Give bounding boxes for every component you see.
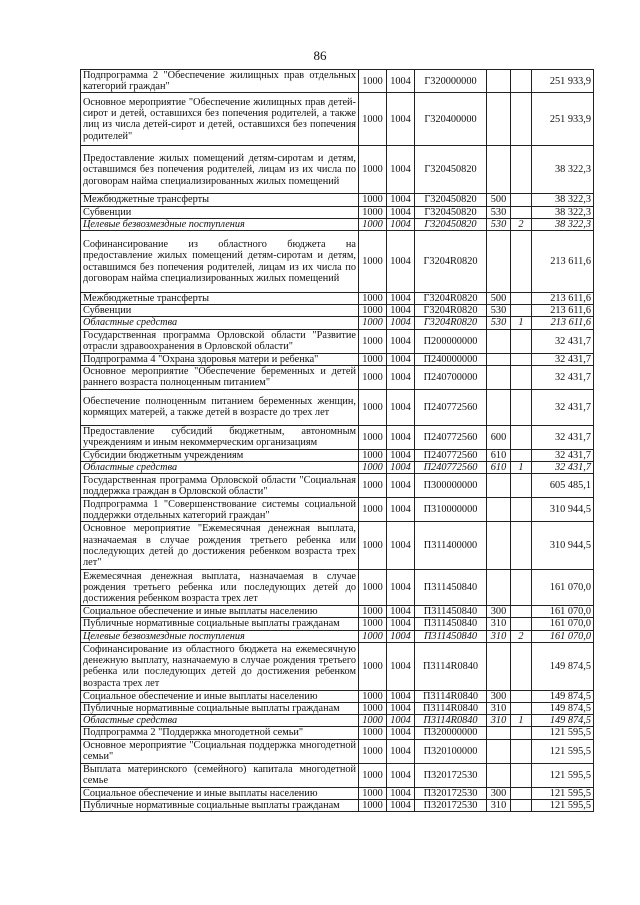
expense-type-cell: 310: [487, 618, 511, 630]
row-name-cell: Основное мероприятие "Обеспечение беременных и детей раннего возраста полноценным питанием": [81, 365, 359, 389]
table-row: [81, 218, 594, 230]
expense-type-cell: [487, 231, 511, 293]
amount-cell: 213 611,6: [532, 293, 594, 305]
section-code-cell: 1000: [359, 194, 387, 206]
funding-source-cell: [511, 93, 532, 146]
target-article-cell: П320000000: [415, 727, 487, 739]
expense-type-cell: [487, 329, 511, 353]
table-row: [81, 642, 594, 690]
section-code-cell: 1000: [359, 93, 387, 146]
subsection-code-cell: 1004: [387, 630, 415, 642]
section-code-cell: 1000: [359, 799, 387, 811]
subsection-code-cell: 1004: [387, 787, 415, 799]
table-row: [81, 231, 594, 293]
target-article-cell: П310000000: [415, 498, 487, 522]
amount-cell: 251 933,9: [532, 93, 594, 146]
table-row: [81, 727, 594, 739]
row-name-cell: Областные средства: [81, 317, 359, 329]
amount-cell: 213 611,6: [532, 305, 594, 317]
funding-source-cell: [511, 763, 532, 787]
expense-type-cell: 310: [487, 703, 511, 715]
expense-type-cell: 300: [487, 787, 511, 799]
amount-cell: 121 595,5: [532, 727, 594, 739]
table-row: [81, 70, 594, 93]
funding-source-cell: 2: [511, 630, 532, 642]
section-code-cell: 1000: [359, 449, 387, 461]
target-article-cell: П300000000: [415, 474, 487, 498]
target-article-cell: П240772560: [415, 449, 487, 461]
target-article-cell: П311450840: [415, 618, 487, 630]
section-code-cell: 1000: [359, 317, 387, 329]
amount-cell: 121 595,5: [532, 739, 594, 763]
target-article-cell: П320100000: [415, 739, 487, 763]
amount-cell: 310 944,5: [532, 522, 594, 570]
subsection-code-cell: 1004: [387, 498, 415, 522]
expense-type-cell: [487, 763, 511, 787]
expense-type-cell: [487, 474, 511, 498]
target-article-cell: П3114R0840: [415, 715, 487, 727]
section-code-cell: 1000: [359, 787, 387, 799]
funding-source-cell: [511, 727, 532, 739]
amount-cell: 161 070,0: [532, 606, 594, 618]
expense-type-cell: 530: [487, 218, 511, 230]
expense-type-cell: [487, 642, 511, 690]
amount-cell: 149 874,5: [532, 715, 594, 727]
row-name-cell: Софинансирование из областного бюджета на предоставление жилых помещений детям-сиротам и детям, оставшимся без попечения родителей, лицам из их числа по договорам найма специализированных жилых помещений: [81, 231, 359, 293]
expense-type-cell: [487, 739, 511, 763]
row-name-cell: Субсидии бюджетным учреждениям: [81, 449, 359, 461]
expense-type-cell: [487, 522, 511, 570]
table-row: [81, 715, 594, 727]
funding-source-cell: [511, 329, 532, 353]
row-name-cell: Подпрограмма 1 "Совершенствование системы социальной поддержки отдельных категорий граждан": [81, 498, 359, 522]
subsection-code-cell: 1004: [387, 194, 415, 206]
row-name-cell: Публичные нормативные социальные выплаты гражданам: [81, 799, 359, 811]
row-name-cell: Публичные нормативные социальные выплаты гражданам: [81, 618, 359, 630]
table-row: [81, 498, 594, 522]
expense-type-cell: 610: [487, 462, 511, 474]
amount-cell: 605 485,1: [532, 474, 594, 498]
subsection-code-cell: 1004: [387, 206, 415, 218]
table-row: [81, 449, 594, 461]
expense-type-cell: 310: [487, 715, 511, 727]
row-name-cell: Обеспечение полноценным питанием беременных женщин, кормящих матерей, а также детей в возрасте до трех лет: [81, 389, 359, 425]
subsection-code-cell: 1004: [387, 727, 415, 739]
section-code-cell: 1000: [359, 474, 387, 498]
section-code-cell: 1000: [359, 763, 387, 787]
funding-source-cell: [511, 690, 532, 702]
section-code-cell: 1000: [359, 690, 387, 702]
expense-type-cell: 310: [487, 799, 511, 811]
section-code-cell: 1000: [359, 389, 387, 425]
amount-cell: 310 944,5: [532, 498, 594, 522]
target-article-cell: Г320450820: [415, 206, 487, 218]
row-name-cell: Социальное обеспечение и иные выплаты населению: [81, 606, 359, 618]
funding-source-cell: [511, 618, 532, 630]
funding-source-cell: [511, 799, 532, 811]
target-article-cell: Г3204R0820: [415, 305, 487, 317]
row-name-cell: Софинансирование из областного бюджета на ежемесячную денежную выплату, назначаемую в случае рождения третьего ребенка или последующих детей до достижения ребенком возраста трех лет: [81, 642, 359, 690]
table-row: [81, 425, 594, 449]
target-article-cell: П200000000: [415, 329, 487, 353]
amount-cell: 149 874,5: [532, 642, 594, 690]
subsection-code-cell: 1004: [387, 474, 415, 498]
funding-source-cell: [511, 146, 532, 194]
subsection-code-cell: 1004: [387, 93, 415, 146]
expense-type-cell: 610: [487, 449, 511, 461]
target-article-cell: Г3204R0820: [415, 231, 487, 293]
funding-source-cell: [511, 389, 532, 425]
table-row: [81, 389, 594, 425]
amount-cell: 32 431,7: [532, 462, 594, 474]
table-row: [81, 353, 594, 365]
amount-cell: 213 611,6: [532, 317, 594, 329]
section-code-cell: 1000: [359, 703, 387, 715]
target-article-cell: П240772560: [415, 462, 487, 474]
amount-cell: 161 070,0: [532, 618, 594, 630]
table-row: [81, 606, 594, 618]
funding-source-cell: [511, 293, 532, 305]
table-row: [81, 799, 594, 811]
funding-source-cell: [511, 570, 532, 606]
section-code-cell: 1000: [359, 739, 387, 763]
row-name-cell: Основное мероприятие "Ежемесячная денежная выплата, назначаемая в случае рождения третьего ребенка или последующих детей до достижения ребенком возраста трех лет": [81, 522, 359, 570]
expense-type-cell: [487, 93, 511, 146]
subsection-code-cell: 1004: [387, 690, 415, 702]
table-row: [81, 365, 594, 389]
table-row: [81, 690, 594, 702]
subsection-code-cell: 1004: [387, 353, 415, 365]
funding-source-cell: [511, 642, 532, 690]
funding-source-cell: [511, 739, 532, 763]
section-code-cell: 1000: [359, 642, 387, 690]
subsection-code-cell: 1004: [387, 715, 415, 727]
budget-table: [80, 69, 594, 812]
subsection-code-cell: 1004: [387, 425, 415, 449]
subsection-code-cell: 1004: [387, 522, 415, 570]
section-code-cell: 1000: [359, 618, 387, 630]
expense-type-cell: 530: [487, 206, 511, 218]
target-article-cell: П3114R0840: [415, 642, 487, 690]
funding-source-cell: [511, 194, 532, 206]
row-name-cell: Подпрограмма 2 "Поддержка многодетной семьи": [81, 727, 359, 739]
section-code-cell: 1000: [359, 498, 387, 522]
subsection-code-cell: 1004: [387, 365, 415, 389]
section-code-cell: 1000: [359, 353, 387, 365]
target-article-cell: Г3204R0820: [415, 293, 487, 305]
subsection-code-cell: 1004: [387, 606, 415, 618]
target-article-cell: П311400000: [415, 522, 487, 570]
amount-cell: 32 431,7: [532, 449, 594, 461]
expense-type-cell: 500: [487, 293, 511, 305]
row-name-cell: Публичные нормативные социальные выплаты гражданам: [81, 703, 359, 715]
expense-type-cell: 530: [487, 317, 511, 329]
funding-source-cell: [511, 206, 532, 218]
table-row: [81, 329, 594, 353]
amount-cell: 149 874,5: [532, 703, 594, 715]
subsection-code-cell: 1004: [387, 70, 415, 93]
section-code-cell: 1000: [359, 606, 387, 618]
funding-source-cell: [511, 70, 532, 93]
subsection-code-cell: 1004: [387, 703, 415, 715]
target-article-cell: П311450840: [415, 570, 487, 606]
funding-source-cell: [511, 474, 532, 498]
table-row: [81, 93, 594, 146]
subsection-code-cell: 1004: [387, 642, 415, 690]
subsection-code-cell: 1004: [387, 146, 415, 194]
row-name-cell: Областные средства: [81, 462, 359, 474]
table-row: [81, 787, 594, 799]
amount-cell: 121 595,5: [532, 763, 594, 787]
expense-type-cell: 300: [487, 606, 511, 618]
row-name-cell: Межбюджетные трансферты: [81, 293, 359, 305]
section-code-cell: 1000: [359, 715, 387, 727]
section-code-cell: 1000: [359, 630, 387, 642]
funding-source-cell: 2: [511, 218, 532, 230]
page-number: 86: [313, 48, 327, 63]
row-name-cell: Выплата материнского (семейного) капитала многодетной семье: [81, 763, 359, 787]
amount-cell: 32 431,7: [532, 389, 594, 425]
target-article-cell: П320172530: [415, 763, 487, 787]
section-code-cell: 1000: [359, 206, 387, 218]
amount-cell: 32 431,7: [532, 365, 594, 389]
table-row: [81, 630, 594, 642]
table-row: [81, 763, 594, 787]
row-name-cell: Целевые безвозмездные поступления: [81, 630, 359, 642]
amount-cell: 38 322,3: [532, 206, 594, 218]
amount-cell: 161 070,0: [532, 630, 594, 642]
table-row: [81, 146, 594, 194]
expense-type-cell: [487, 389, 511, 425]
section-code-cell: 1000: [359, 305, 387, 317]
target-article-cell: П3114R0840: [415, 690, 487, 702]
target-article-cell: П320172530: [415, 787, 487, 799]
amount-cell: 149 874,5: [532, 690, 594, 702]
expense-type-cell: [487, 70, 511, 93]
table-row: [81, 739, 594, 763]
subsection-code-cell: 1004: [387, 763, 415, 787]
row-name-cell: Государственная программа Орловской области "Развитие отрасли здравоохранения в Орловской области": [81, 329, 359, 353]
amount-cell: 38 322,3: [532, 194, 594, 206]
target-article-cell: П240772560: [415, 425, 487, 449]
funding-source-cell: [511, 305, 532, 317]
subsection-code-cell: 1004: [387, 462, 415, 474]
row-name-cell: Субвенции: [81, 305, 359, 317]
expense-type-cell: [487, 570, 511, 606]
expense-type-cell: 600: [487, 425, 511, 449]
subsection-code-cell: 1004: [387, 389, 415, 425]
section-code-cell: 1000: [359, 218, 387, 230]
table-row: [81, 293, 594, 305]
section-code-cell: 1000: [359, 231, 387, 293]
target-article-cell: П3114R0840: [415, 703, 487, 715]
table-row: [81, 703, 594, 715]
target-article-cell: П320172530: [415, 799, 487, 811]
section-code-cell: 1000: [359, 146, 387, 194]
subsection-code-cell: 1004: [387, 570, 415, 606]
section-code-cell: 1000: [359, 293, 387, 305]
subsection-code-cell: 1004: [387, 329, 415, 353]
expense-type-cell: [487, 727, 511, 739]
funding-source-cell: 1: [511, 462, 532, 474]
table-row: [81, 305, 594, 317]
funding-source-cell: 1: [511, 317, 532, 329]
subsection-code-cell: 1004: [387, 739, 415, 763]
section-code-cell: 1000: [359, 329, 387, 353]
expense-type-cell: [487, 353, 511, 365]
target-article-cell: Г320450820: [415, 218, 487, 230]
row-name-cell: Подпрограмма 2 "Обеспечение жилищных прав отдельных категорий граждан": [81, 70, 359, 93]
funding-source-cell: [511, 449, 532, 461]
table-body: [81, 70, 594, 812]
amount-cell: 38 322,3: [532, 146, 594, 194]
section-code-cell: 1000: [359, 365, 387, 389]
section-code-cell: 1000: [359, 70, 387, 93]
row-name-cell: Основное мероприятие "Обеспечение жилищных прав детей-сирот и детей, оставшихся без попечения родителей, а также лиц из числа детей-сирот и детей, оставшихся без попечения родителей": [81, 93, 359, 146]
section-code-cell: 1000: [359, 425, 387, 449]
amount-cell: 121 595,5: [532, 799, 594, 811]
funding-source-cell: [511, 787, 532, 799]
table-row: [81, 317, 594, 329]
expense-type-cell: 500: [487, 194, 511, 206]
target-article-cell: П240000000: [415, 353, 487, 365]
table-row: [81, 570, 594, 606]
row-name-cell: Субвенции: [81, 206, 359, 218]
section-code-cell: 1000: [359, 570, 387, 606]
row-name-cell: Предоставление субсидий бюджетным, автономным учреждениям и иным некоммерческим организациям: [81, 425, 359, 449]
subsection-code-cell: 1004: [387, 293, 415, 305]
target-article-cell: Г3204R0820: [415, 317, 487, 329]
subsection-code-cell: 1004: [387, 799, 415, 811]
target-article-cell: Г320450820: [415, 194, 487, 206]
row-name-cell: Социальное обеспечение и иные выплаты населению: [81, 787, 359, 799]
table-row: [81, 474, 594, 498]
row-name-cell: Межбюджетные трансферты: [81, 194, 359, 206]
subsection-code-cell: 1004: [387, 449, 415, 461]
funding-source-cell: [511, 606, 532, 618]
row-name-cell: Основное мероприятие "Социальная поддержка многодетной семьи": [81, 739, 359, 763]
section-code-cell: 1000: [359, 522, 387, 570]
amount-cell: 161 070,0: [532, 570, 594, 606]
subsection-code-cell: 1004: [387, 618, 415, 630]
table-row: [81, 462, 594, 474]
amount-cell: 32 431,7: [532, 425, 594, 449]
amount-cell: 38 322,3: [532, 218, 594, 230]
expense-type-cell: [487, 498, 511, 522]
target-article-cell: П311450840: [415, 630, 487, 642]
expense-type-cell: 310: [487, 630, 511, 642]
amount-cell: 213 611,6: [532, 231, 594, 293]
funding-source-cell: [511, 703, 532, 715]
funding-source-cell: 1: [511, 715, 532, 727]
expense-type-cell: 530: [487, 305, 511, 317]
table-row: [81, 194, 594, 206]
expense-type-cell: 300: [487, 690, 511, 702]
amount-cell: 32 431,7: [532, 353, 594, 365]
funding-source-cell: [511, 425, 532, 449]
table-row: [81, 522, 594, 570]
row-name-cell: Подпрограмма 4 "Охрана здоровья матери и ребенка": [81, 353, 359, 365]
row-name-cell: Областные средства: [81, 715, 359, 727]
target-article-cell: Г320450820: [415, 146, 487, 194]
amount-cell: 121 595,5: [532, 787, 594, 799]
subsection-code-cell: 1004: [387, 317, 415, 329]
funding-source-cell: [511, 498, 532, 522]
row-name-cell: Ежемесячная денежная выплата, назначаемая в случае рождения третьего ребенка или последующих детей до достижения ребенком возраста трех лет: [81, 570, 359, 606]
subsection-code-cell: 1004: [387, 231, 415, 293]
target-article-cell: Г320400000: [415, 93, 487, 146]
row-name-cell: Предоставление жилых помещений детям-сиротам и детям, оставшимся без попечения родителей, лицам из их числа по договорам найма специализированных жилых помещений: [81, 146, 359, 194]
target-article-cell: П311450840: [415, 606, 487, 618]
subsection-code-cell: 1004: [387, 305, 415, 317]
row-name-cell: Целевые безвозмездные поступления: [81, 218, 359, 230]
row-name-cell: Социальное обеспечение и иные выплаты населению: [81, 690, 359, 702]
expense-type-cell: [487, 146, 511, 194]
expense-type-cell: [487, 365, 511, 389]
subsection-code-cell: 1004: [387, 218, 415, 230]
section-code-cell: 1000: [359, 462, 387, 474]
table-row: [81, 618, 594, 630]
table-row: [81, 206, 594, 218]
row-name-cell: Государственная программа Орловской области "Социальная поддержка граждан в Орловской области": [81, 474, 359, 498]
section-code-cell: 1000: [359, 727, 387, 739]
funding-source-cell: [511, 231, 532, 293]
funding-source-cell: [511, 365, 532, 389]
amount-cell: 32 431,7: [532, 329, 594, 353]
target-article-cell: П240700000: [415, 365, 487, 389]
target-article-cell: П240772560: [415, 389, 487, 425]
amount-cell: 251 933,9: [532, 70, 594, 93]
target-article-cell: Г320000000: [415, 70, 487, 93]
funding-source-cell: [511, 353, 532, 365]
funding-source-cell: [511, 522, 532, 570]
